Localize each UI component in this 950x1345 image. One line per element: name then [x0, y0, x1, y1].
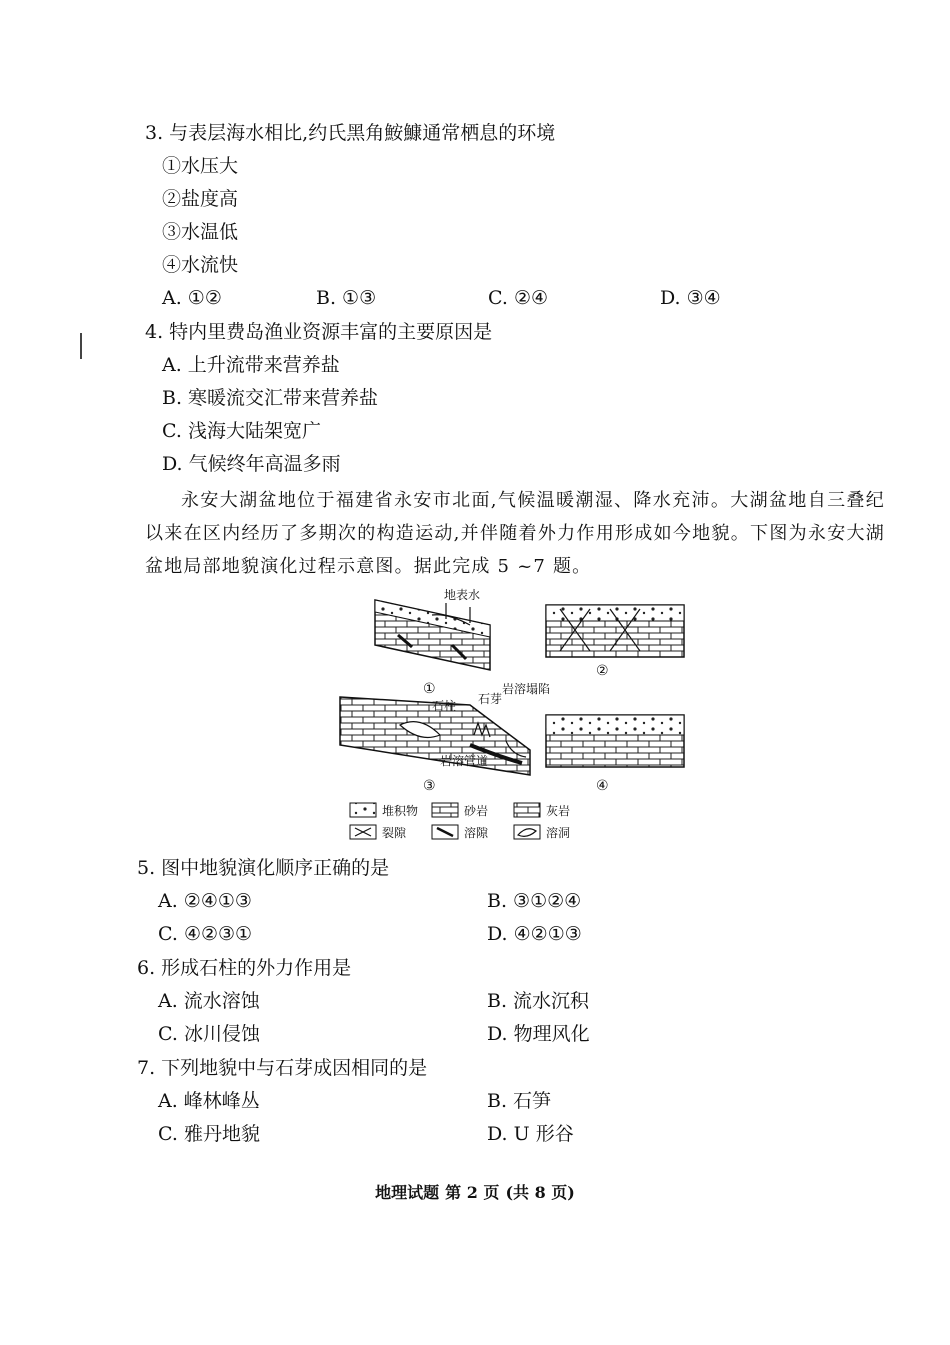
panel-number-4: ④: [596, 778, 609, 794]
q7-option-c: C. 雅丹地貌: [158, 1123, 260, 1145]
q3-item: ②盐度高: [162, 188, 239, 210]
q4-option-d: D. 气候终年高温多雨: [162, 453, 341, 475]
q3-item: ③水温低: [162, 221, 239, 243]
label-surface-water: 地表水: [444, 588, 481, 602]
label-stone-bud-text: 石芽: [478, 692, 503, 706]
q3-option-d: D. ③④: [660, 287, 721, 309]
q6-option-d: D. 物理风化: [487, 1023, 590, 1045]
q5-stem: 5. 图中地貌演化顺序正确的是: [137, 857, 390, 879]
q6-stem: 6. 形成石柱的外力作用是: [137, 957, 352, 979]
scan-margin-mark: [80, 333, 82, 359]
q4-option-a: A. 上升流带来营养盐: [162, 354, 340, 376]
q5-option-b: B. ③①②④: [487, 890, 582, 912]
q3-stem: 3. 与表层海水相比,约氏黑角鮟鱇通常栖息的环境: [145, 122, 556, 144]
q4-option-b: B. 寒暖流交汇带来营养盐: [162, 387, 379, 409]
panel-number-3: ③: [423, 778, 436, 794]
passage-text: 永安大湖盆地位于福建省永安市北面,气候温暖潮湿、降水充沛。大湖盆地自三叠纪以来在区内经历了多期次的构造运动,并伴随着外力作用形成如今地貌。下图为永安大湖盆地局部地貌演化过程示意图。据此完成 5 ~7 题。: [145, 490, 885, 577]
q5-option-c: C. ④②③①: [158, 923, 253, 945]
label-stone-pillar: 石柱: [432, 699, 457, 713]
legend-sediment: 堆积物: [382, 804, 419, 818]
landform-evolution-figure: [0, 585, 950, 845]
panel-number-1: ①: [423, 681, 436, 697]
q5-option-d: D. ④②①③: [487, 923, 582, 945]
label-karst-collapse: 岩溶塌陷: [502, 682, 551, 696]
q3-option-c: C. ②④: [488, 287, 549, 309]
q7-option-a: A. 峰林峰丛: [158, 1090, 260, 1112]
q6-option-c: C. 冰川侵蚀: [158, 1023, 260, 1045]
q3-item: ①水压大: [162, 155, 239, 177]
footer-total: (共 8 页): [505, 1183, 575, 1202]
footer-page: 第 2 页: [445, 1183, 500, 1202]
panel-1-diagram: [375, 587, 490, 697]
q6-option-a: A. 流水溶蚀: [158, 990, 260, 1012]
legend-fissure: 裂隙: [382, 826, 407, 840]
label-karst-pipe: 岩溶管道: [440, 754, 489, 768]
q7-option-b: B. 石笋: [487, 1090, 552, 1112]
panel-2-diagram: [546, 605, 684, 679]
q7-stem: 7. 下列地貌中与石芽成因相同的是: [137, 1057, 428, 1079]
panel-number-2: ②: [596, 663, 609, 679]
q3-option-b: B. ①③: [316, 287, 377, 309]
label-stone-bud: [478, 691, 502, 706]
footer-subject: 地理试题: [375, 1183, 440, 1202]
q4-stem: 4. 特内里费岛渔业资源丰富的主要原因是: [145, 321, 493, 343]
q4-option-c: C. 浅海大陆架宽广: [162, 420, 321, 442]
q7-option-d: D. U 形谷: [487, 1123, 574, 1145]
q5-option-a: A. ②④①③: [158, 890, 252, 912]
legend-cave: 溶洞: [546, 826, 571, 840]
page-footer: [0, 1180, 950, 1203]
q3-item: ④水流快: [162, 254, 239, 276]
legend-limestone: 灰岩: [546, 804, 571, 818]
figure-legend: [350, 803, 570, 840]
q6-option-b: B. 流水沉积: [487, 990, 590, 1012]
legend-solution-crack: 溶隙: [464, 826, 489, 840]
panel-3-diagram: [340, 681, 550, 794]
reading-passage: [145, 484, 885, 583]
q3-option-a: A. ①②: [162, 287, 222, 309]
legend-sandstone: 砂岩: [464, 804, 489, 818]
panel-4-diagram: [546, 715, 684, 794]
